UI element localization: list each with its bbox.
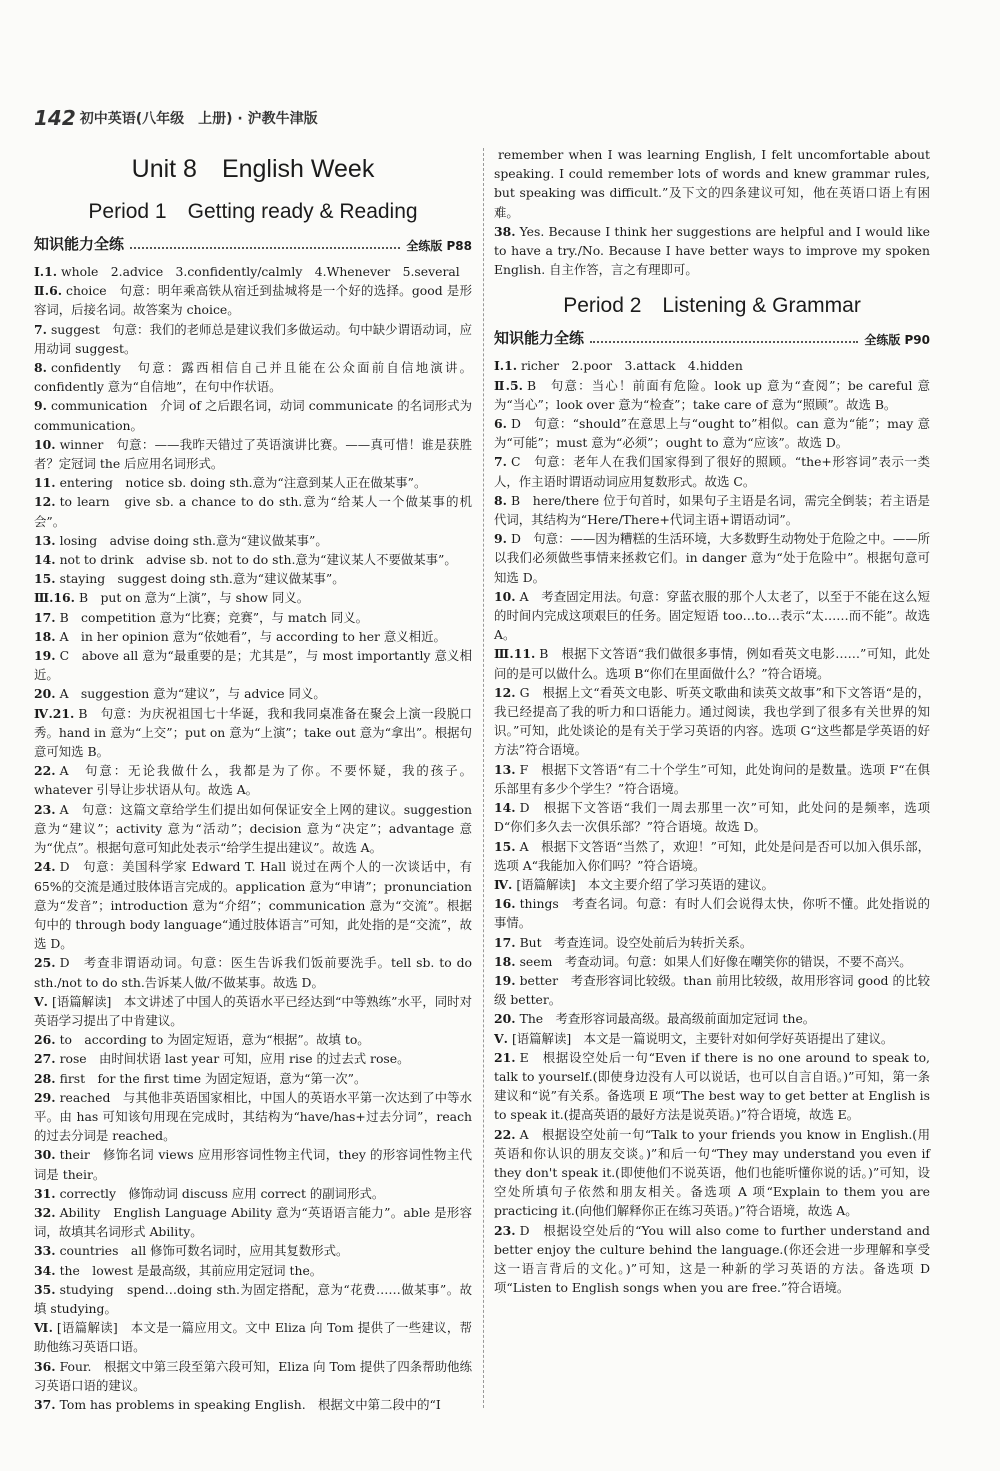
answer-number: 38. (494, 223, 516, 239)
answer-item (34, 1145, 472, 1183)
answer-item (34, 1030, 472, 1049)
period-1-title: Period 1 Getting ready & Reading (88, 200, 418, 223)
answer-item (34, 704, 472, 762)
answer-number: 20. (494, 1011, 516, 1027)
answer-item (494, 894, 930, 932)
answer-item (34, 358, 472, 396)
answer-text: [语篇解读] 本文主要介绍了学习英语的建议。 (516, 876, 774, 892)
answer-item (494, 971, 930, 1009)
page-number: 142 (34, 106, 76, 130)
answer-item (34, 320, 472, 358)
answer-number: 11. (34, 475, 56, 491)
answer-item (34, 1357, 472, 1395)
answer-item (34, 953, 472, 991)
dotted-leader (590, 341, 858, 343)
right-column (494, 145, 930, 1297)
answer-item (34, 1049, 472, 1068)
answer-item (494, 452, 930, 490)
answer-number: 17. (34, 609, 56, 625)
answer-item (494, 1125, 930, 1221)
answer-item (34, 1088, 472, 1146)
answer-item (34, 992, 472, 1030)
period-2-answer-list (494, 356, 930, 1297)
answer-number: 33. (34, 1243, 56, 1259)
section-name: 知识能力全练 (494, 329, 585, 348)
answer-item (34, 1184, 472, 1203)
answer-text: A in her opinion 意为“依她看”，与 according to her 意义相近。 (59, 628, 446, 644)
answer-item (34, 1280, 472, 1318)
answer-item (494, 933, 930, 952)
answer-text: Yes. Because I think her suggestions are helpful and I would like to have a try./No. Because I have better ways to improve my spoken English. 自主作答，言之有理即可。 (494, 223, 930, 278)
answer-number: Ⅱ.6. (34, 283, 63, 299)
answer-item (34, 1203, 472, 1241)
answer-item (494, 683, 930, 760)
answer-item (34, 800, 472, 858)
answer-text: winner 句意：——我昨天错过了英语演讲比赛。——真可惜！谁是获胜者？定冠词 the 后应用名词形式。 (34, 436, 472, 472)
answer-number: 37. (34, 1396, 56, 1412)
answer-text: better 考查形容词比较级。than 前用比较级，故用形容词 good 的比较级 better。 (494, 972, 930, 1008)
answer-number: 35. (34, 1281, 56, 1297)
answer-number: Ⅴ. (34, 993, 48, 1009)
answer-text: correctly 修饰动词 discuss 应用 correct 的副词形式。 (59, 1185, 385, 1201)
answer-number: 13. (34, 532, 56, 548)
answer-text: D 根据设空处后的“You will also come to further understand and better enjoy the culture behind the language.(你还会进一步理解和享受这一语言背后的文化。)”可知，这是一种新的学习英语的方法。备选项 D 项“Listen to English songs when you are free.”符合语境。 (494, 1222, 930, 1296)
continued-answer-list (494, 145, 930, 279)
answer-text: B competition 意为“比赛；竞赛”，与 match 同义。 (59, 609, 369, 625)
answer-number: Ⅵ. (34, 1320, 53, 1336)
answer-number: 8. (494, 492, 507, 508)
answer-number: 12. (34, 494, 56, 510)
answer-text: suggest 句意：我们的老师总是建议我们多做运动。句中缺少谓语动词，应用动词 suggest。 (34, 321, 472, 356)
answer-item (494, 952, 930, 971)
answer-text: A 根据设空处前一句“Talk to your friends you know in English.(用英语和你认识的朋友交谈。)”和后一句“They may understand you even if they don't speak it.(即使他们不说英语，他们也能听懂你说的话。)”可知，设空处所填句子依然和朋友相关。备选项 A 项“Explain to them you are practicing it.(向他们解释你正在练习英语。)”符合语境，故选 A。 (494, 1126, 930, 1219)
answer-text: to according to 为固定短语，意为“根据”。故填 to。 (59, 1032, 370, 1048)
answer-text: [语篇解读] 本文是一篇应用文。文中 Eliza 向 Tom 提供了一些建议，帮助他练习英语口语。 (34, 1320, 472, 1355)
answer-number: 14. (34, 552, 56, 568)
answer-item (34, 473, 472, 492)
answer-text: C 句意：老年人在我们国家得到了很好的照顾。“the+形容词”表示一类人，作主语时谓语动词应用复数形式。故选 C。 (494, 454, 930, 489)
answer-number: 23. (34, 801, 56, 817)
answer-number: 7. (34, 321, 47, 337)
answer-text: C above all 意为“最重要的是；尤其是”，与 most importantly 意义相近。 (34, 648, 472, 683)
section-header-period-1 (34, 233, 472, 254)
section-name: 知识能力全练 (34, 235, 125, 253)
answer-number: 24. (34, 859, 56, 875)
column-divider (483, 148, 484, 1408)
answer-text: whole 2.advice 3.confidently/calmly 4.Whenever 5.several (61, 264, 460, 279)
answer-item (34, 531, 472, 550)
answer-item (494, 875, 930, 894)
unit-title: Unit 8 English Week (131, 155, 375, 183)
answer-text: Ability English Language Ability 意为“英语语言能力”。able 是形容词，故填其名词形式 Ability。 (34, 1204, 472, 1240)
answer-text: B put on 意为“上演”，与 show 同义。 (78, 590, 310, 606)
dotted-leader (130, 247, 400, 249)
answer-text: to learn give sb. a chance to do sth.意为“给某人一个做某事的机会”。 (34, 494, 472, 529)
answer-text: seem 考查动词。句意：如果人们好像在嘲笑你的错误，不要不高兴。 (519, 953, 912, 969)
answer-number: 12. (494, 684, 516, 700)
answer-item (34, 627, 472, 646)
answer-item (34, 761, 472, 799)
section-page-ref: 全练版 P88 (406, 239, 472, 253)
answer-number: 9. (34, 398, 47, 414)
answer-text: richer 2.poor 3.attack 4.hidden (521, 358, 743, 374)
answer-number: Ⅰ.1. (34, 264, 58, 279)
answer-number: Ⅲ.16. (34, 590, 75, 606)
answer-number: Ⅳ. (494, 876, 513, 892)
answer-text: communication 介词 of 之后跟名词，动词 communicate 的名词形式为 communication。 (34, 398, 472, 433)
answer-number: 31. (34, 1185, 56, 1201)
answer-text: D 句意：美国科学家 Edward T. Hall 说过在两个人的一次谈话中，有 65%的交流是通过肢体语言完成的。application 意为“申请”；pronunciation 意为“发音”；introduction 意为“介绍”；communication 意为“交流”。根据句中的 through body language“通过肢体语言”可知，此处指的是“交流”，故选 D。 (34, 859, 472, 952)
answer-number: 28. (34, 1070, 56, 1086)
answer-item (494, 529, 930, 587)
answer-item (494, 644, 930, 682)
answer-number: 6. (494, 416, 507, 432)
answer-number: 17. (494, 934, 516, 950)
answer-item (34, 1241, 472, 1260)
answer-text: D 根据下文答语“我们一周去那里一次”可知，此处问的是频率，选项 D“你们多久去一次俱乐部？”符合语境。故选 D。 (494, 800, 930, 835)
answer-number: 15. (494, 838, 516, 854)
section-header-period-2 (494, 327, 930, 348)
answer-text: E 根据设空处后一句“Even if there is no one around to speak to, talk to yourself.(即使身边没有人可以说话，也可以自言自语。)”可知，第一条建议和“说”有关系。备选项 E 项“The best way to get better at English is to speak it.(提高英语的最好方法是说英语。)”符合语境，故选 E。 (494, 1049, 930, 1123)
answer-item (34, 435, 472, 473)
answer-text: B 根据下文答语“我们做很多事情，例如看英文电影……”可知，此处问的是可以做什么。选项 B“你们在里面做什么？”符合语境。 (494, 646, 930, 681)
answer-item (494, 376, 930, 414)
answer-item (34, 1261, 472, 1280)
answer-item (494, 837, 930, 875)
answer-number: 10. (494, 588, 516, 604)
answer-item (34, 1395, 472, 1414)
answer-text: F 根据下文答语“有二十个学生”可知，此处询问的是数量。选项 F“在俱乐部里有多少个学生？”符合语境。 (494, 761, 930, 796)
answer-item (494, 1221, 930, 1298)
answer-text: A 考查固定用法。句意：穿蓝衣服的那个人太老了，以至于不能在这么短的时间内完成这项艰巨的任务。固定短语 too…to…表示“太……而不能”。故选 A。 (494, 588, 930, 643)
answer-item (494, 798, 930, 836)
answer-item (494, 1029, 930, 1048)
answer-number: 21. (494, 1049, 516, 1065)
answer-text: their 修饰名词 views 应用形容词性物主代词，they 的形容词性物主代词是 their。 (34, 1147, 472, 1182)
answer-text: first for the first time 为固定短语，意为“第一次”。 (59, 1070, 367, 1086)
answer-item (494, 222, 930, 280)
answer-text: staying suggest doing sth.意为“建议做某事”。 (59, 571, 345, 587)
answer-text: losing advise doing sth.意为“建议做某事”。 (59, 532, 328, 548)
answer-number: 26. (34, 1032, 56, 1048)
answer-number: Ⅲ.11. (494, 646, 536, 662)
answer-text: entering notice sb. doing sth.意为“注意到某人正在做某事”。 (59, 475, 427, 491)
answer-text: [语篇解读] 本文是一篇说明文，主要针对如何学好英语提出了建议。 (511, 1030, 894, 1046)
answer-text: studying spend…doing sth.为固定搭配，意为“花费……做某事”。故填 studying。 (34, 1281, 472, 1316)
answer-item (494, 1048, 930, 1125)
answer-text: not to drink advise sb. not to do sth.意为“建议某人不要做某事”。 (59, 552, 457, 568)
answer-text: D 考查非谓语动词。句意：医生告诉我们饭前要洗手。tell sb. to do sth./not to do sth.告诉某人做/不做某事。故选 D。 (34, 955, 472, 990)
section-page-ref: 全练版 P90 (864, 333, 930, 348)
answer-number: 10. (34, 436, 56, 452)
answer-number: Ⅳ.21. (34, 705, 75, 721)
period-1-answer-list (34, 262, 472, 1414)
answer-number: 8. (34, 360, 47, 376)
answer-number: 29. (34, 1089, 56, 1105)
answer-item (34, 608, 472, 627)
answer-item (494, 1009, 930, 1028)
answer-number: 22. (34, 763, 56, 779)
answer-text: B here/there 位于句首时，如果句子主语是名词，需完全倒装；若主语是代词，其结构为“Here/There+代词主语+谓语动词”。 (494, 492, 930, 528)
answer-number: 36. (34, 1358, 56, 1374)
answer-item (34, 857, 472, 953)
answer-text: A 句意：无论我做什么，我都是为了你。不要怀疑，我的孩子。whatever 引导让步状语从句。故选 A。 (34, 763, 472, 798)
answer-item (34, 281, 472, 319)
answer-text: choice 句意：明年乘高铁从宿迁到盐城将是一个好的选择。good 是形容词，后接名词。故答案为 choice。 (34, 283, 472, 318)
answer-item (34, 262, 472, 281)
answer-text: A 句意：这篇文章给学生们提出如何保证安全上网的建议。suggestion 意为“建议”；activity 意为“活动”；decision 意为“决定”；advantage 意为“优点”。根据句意可知此处表示“给学生提出建议”。故选 A。 (34, 801, 472, 856)
answer-number: Ⅰ.1. (494, 358, 518, 374)
answer-item (34, 1069, 472, 1088)
answer-number: 27. (34, 1051, 56, 1067)
answer-number: 23. (494, 1222, 516, 1238)
answer-text: remember when I was learning English, I felt uncomfortable about speaking. I could remember lots of words and knew grammar rules, but speaking was difficult.”及下文的四条建议可知，他在英语口语上有困难。 (494, 147, 930, 220)
answer-item (34, 588, 472, 607)
period-2-title: Period 2 Listening & Grammar (563, 294, 861, 318)
answer-number: 18. (34, 628, 56, 644)
answer-text: The 考查形容词最高级。最高级前面加定冠词 the。 (519, 1011, 816, 1027)
book-title: 初中英语(八年级 上册) · 沪教牛津版 (79, 111, 318, 127)
answer-item (494, 145, 930, 222)
answer-text: reached 与其他非英语国家相比，中国人的英语水平第一次达到了中等水平。由 has 可知该句用现在完成时，其结构为“have/has+过去分词”，reach 的过去分词是 reached。 (34, 1089, 472, 1144)
answer-text: the lowest 是最高级，其前应用定冠词 the。 (59, 1262, 323, 1278)
answer-number: 19. (34, 648, 56, 664)
answer-number: 19. (494, 972, 516, 988)
answer-number: 7. (494, 454, 507, 470)
answer-number: 9. (494, 531, 507, 547)
answer-text: D 句意：——因为糟糕的生活环境，大多数野生动物处于危险之中。——所以我们必须做些事情来拯救它们。in danger 意为“处于危险中”。根据句意可知选 D。 (494, 531, 930, 585)
answer-text: countries all 修饰可数名词时，应用其复数形式。 (59, 1243, 349, 1259)
answer-number: 25. (34, 955, 56, 971)
answer-item (494, 491, 930, 529)
answer-item (494, 587, 930, 645)
answer-item (34, 1318, 472, 1356)
answer-text: rose 由时间状语 last year 可知，应用 rise 的过去式 rose。 (59, 1051, 410, 1067)
answer-number: Ⅴ. (494, 1030, 508, 1046)
answer-text: B 句意：为庆祝祖国七十华诞，我和我同桌准备在聚会上演一段脱口秀。hand in 意为“上交”；put on 意为“上演”；take out 意为“拿出”。根据句意可知选 B。 (34, 705, 472, 760)
answer-text: D 句意：“should”在意思上与“ought to”相似。can 意为“能”；may 意为“可能”；must 意为“必须”；ought to 意为“应该”。故选 D。 (494, 416, 930, 451)
answer-number: 22. (494, 1126, 516, 1142)
answer-number: 30. (34, 1147, 56, 1163)
answer-text: But 考查连词。设空处前后为转折关系。 (519, 934, 753, 950)
answer-text: things 考查名词。句意：有时人们会说得太快，你听不懂。此处指说的事情。 (494, 896, 930, 931)
answer-text: A suggestion 意为“建议”，与 advice 同义。 (59, 686, 326, 702)
answer-text: G 根据上文“看英文电影、听英文歌曲和读英文故事”和下文答语“是的，我已经提高了我的听力和口语能力。通过阅读，我也学到了很多有关世界的知识。”可知，此处谈论的是有关于学习英语的内容。选项 G“这些都是学英语的好方法”符合语境。 (494, 684, 930, 758)
answer-text: Tom has problems in speaking English. 根据文中第二段中的“I (59, 1396, 441, 1412)
answer-text: Four. 根据文中第三段至第六段可知，Eliza 向 Tom 提供了四条帮助他练习英语口语的建议。 (34, 1358, 472, 1393)
answer-item (34, 492, 472, 530)
answer-item (34, 550, 472, 569)
answer-item (34, 569, 472, 588)
answer-text: B 句意：当心！前面有危险。look up 意为“查阅”；be careful 意为“当心”；look over 意为“检查”；take care of 意为“照顾”。故选 B。 (494, 377, 930, 412)
answer-item (34, 684, 472, 703)
answer-number: 13. (494, 761, 516, 777)
answer-number: 34. (34, 1262, 56, 1278)
answer-number: 20. (34, 686, 56, 702)
answer-number: 32. (34, 1204, 56, 1220)
left-column (34, 145, 472, 1414)
answer-number: Ⅱ.5. (494, 377, 523, 393)
answer-number: 14. (494, 800, 516, 816)
page-header (34, 106, 318, 130)
answer-number: 15. (34, 571, 56, 587)
answer-number: 18. (494, 953, 516, 969)
answer-item (34, 646, 472, 684)
answer-item (494, 414, 930, 452)
answer-text: [语篇解读] 本文讲述了中国人的英语水平已经达到“中等熟练”水平，同时对英语学习提出了中肯建议。 (34, 993, 472, 1028)
answer-text: A 根据下文答语“当然了，欢迎！”可知，此处是问是否可以加入俱乐部，选项 A“我能加入你们吗？”符合语境。 (494, 838, 930, 873)
answer-item (494, 760, 930, 798)
answer-item (494, 356, 930, 375)
answer-text: confidently 句意：露西相信自己并且能在公众面前自信地演讲。confidently 意为“自信地”，在句中作状语。 (34, 360, 472, 395)
answer-item (34, 396, 472, 434)
answer-number: 16. (494, 896, 516, 912)
